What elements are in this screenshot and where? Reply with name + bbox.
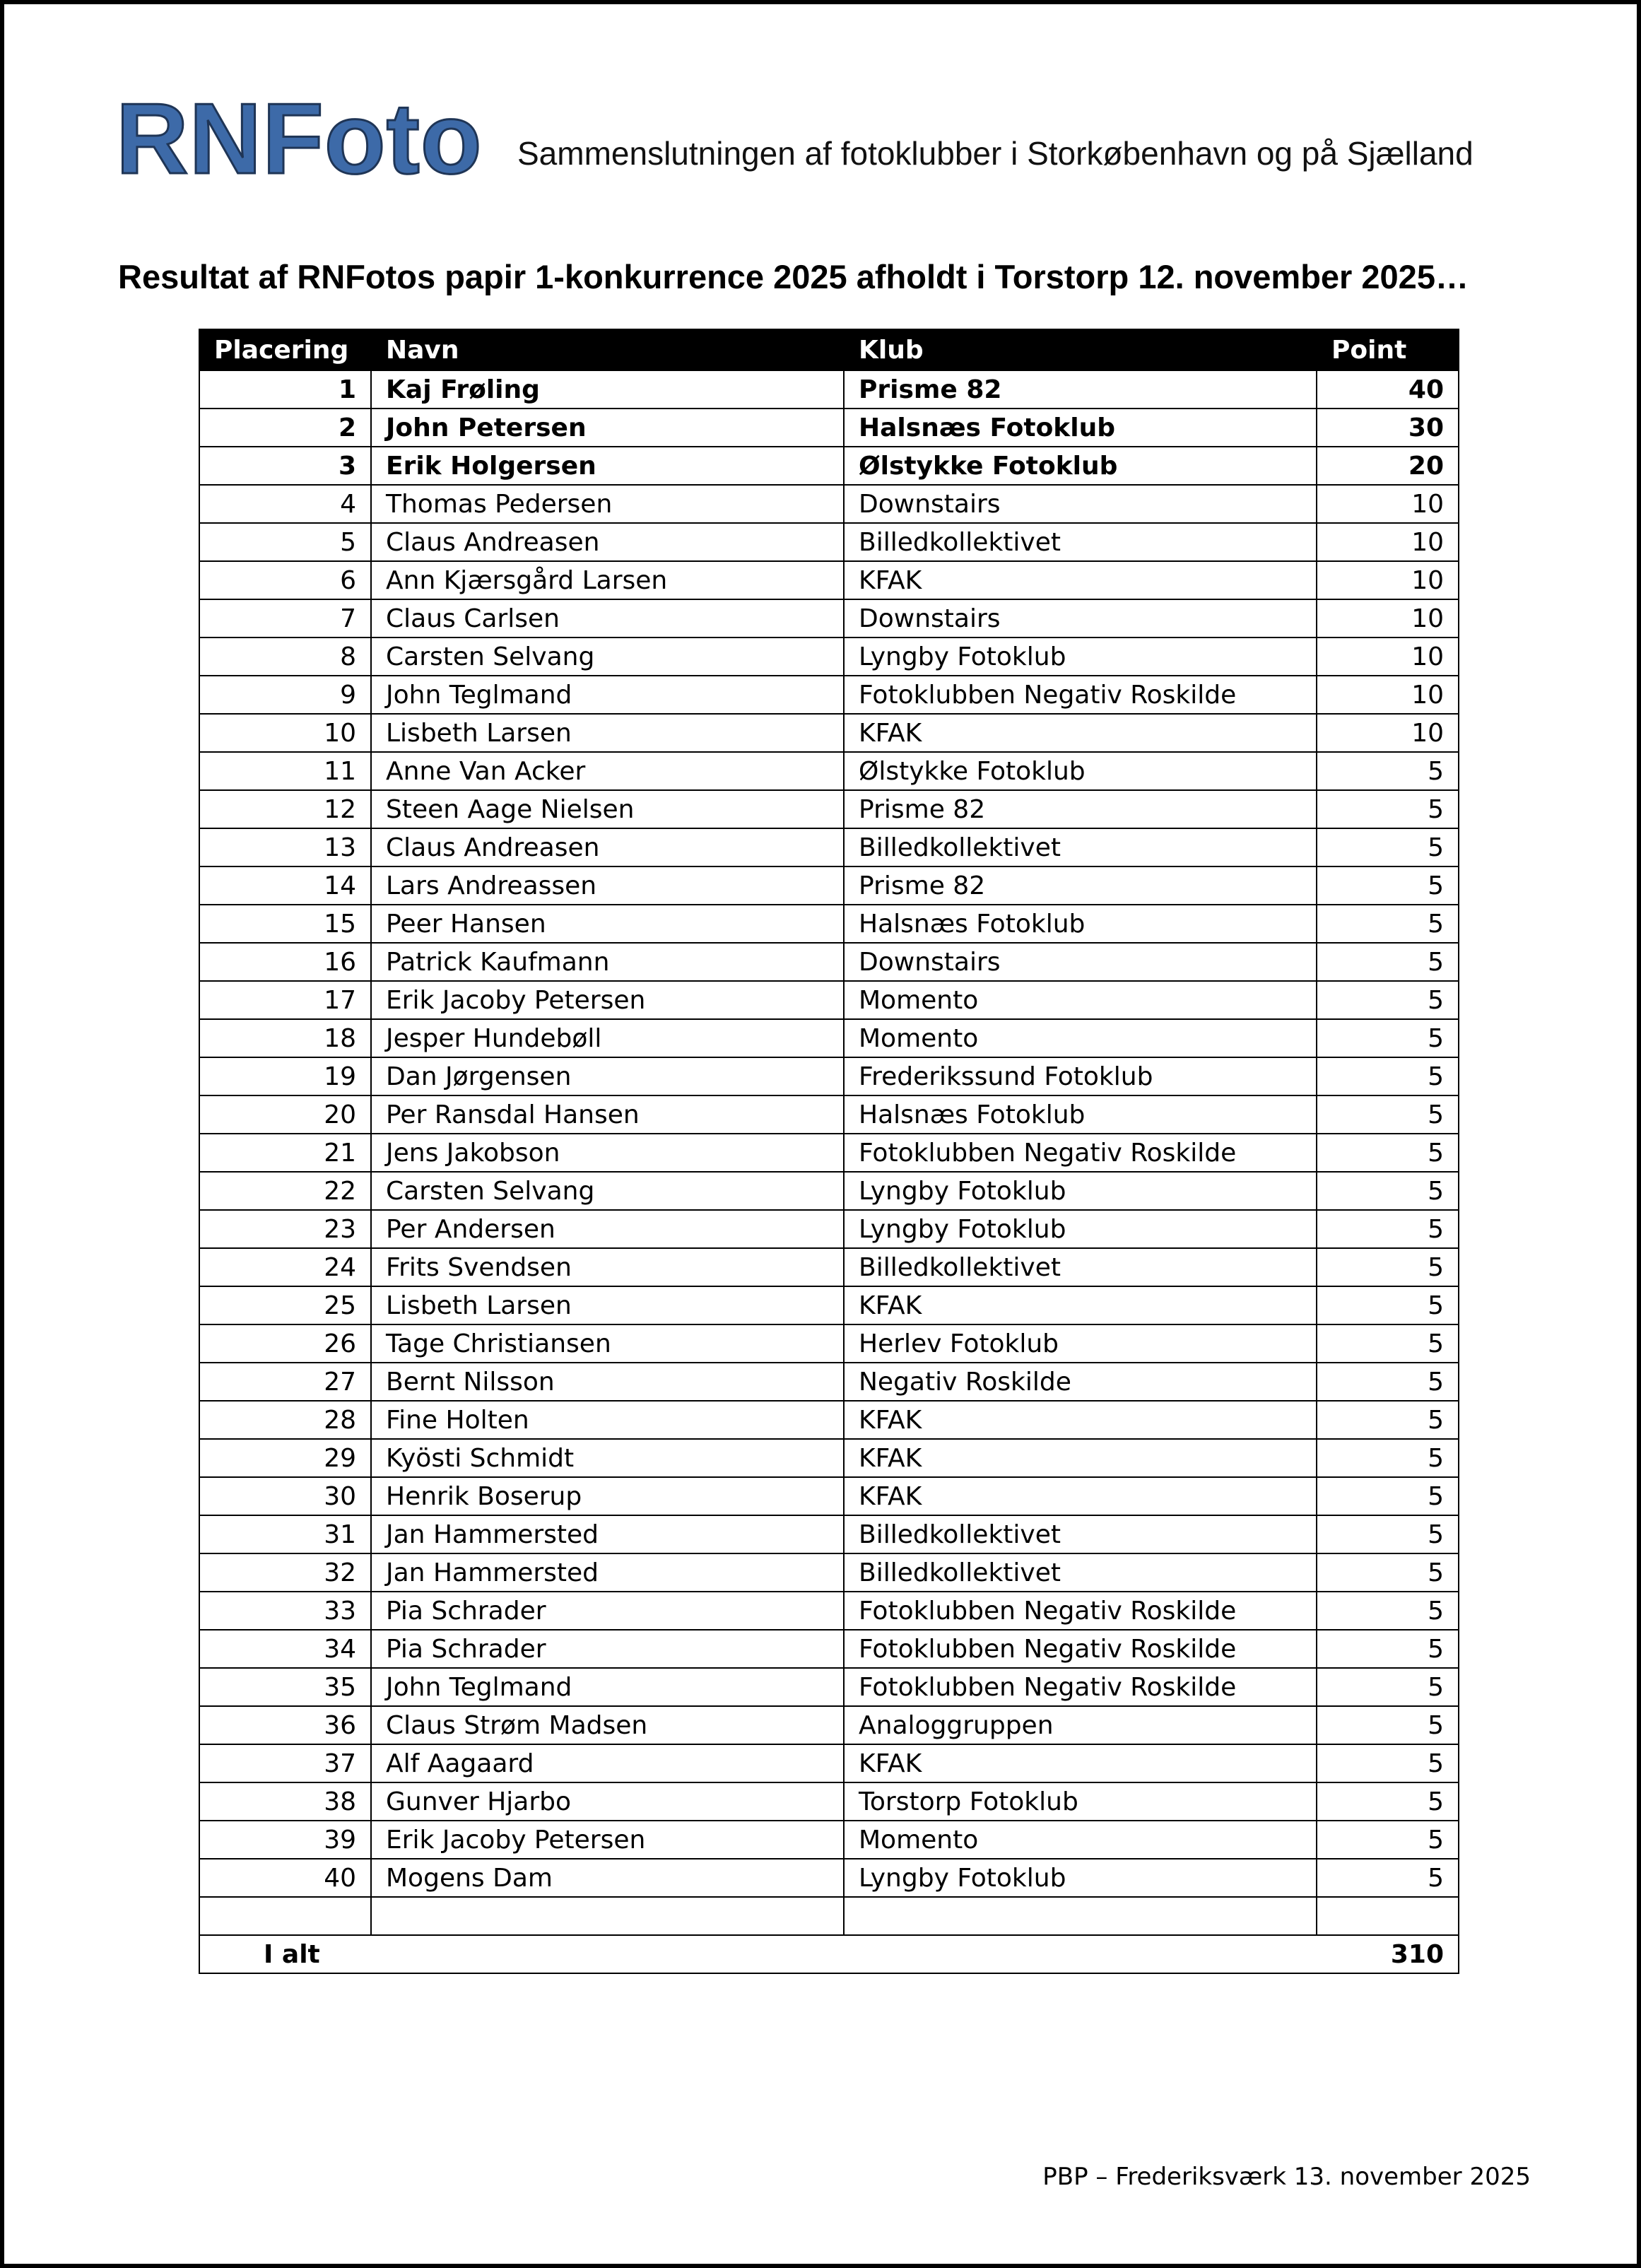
placement-cell: 29	[199, 1439, 371, 1477]
placement-cell: 18	[199, 1019, 371, 1057]
name-cell: Per Ransdal Hansen	[371, 1095, 844, 1134]
placement-cell: 35	[199, 1668, 371, 1706]
table-row	[199, 1630, 1459, 1668]
name-cell: Mogens Dam	[371, 1859, 844, 1897]
points-cell: 10	[1317, 485, 1459, 523]
club-cell: Billedkollektivet	[844, 1515, 1317, 1553]
placement-cell: 34	[199, 1630, 371, 1668]
column-header-placering: Placering	[199, 329, 371, 370]
club-cell: Lyngby Fotoklub	[844, 1210, 1317, 1248]
club-cell: Fotoklubben Negativ Roskilde	[844, 1630, 1317, 1668]
club-cell: Halsnæs Fotoklub	[844, 1095, 1317, 1134]
placement-cell: 28	[199, 1401, 371, 1439]
placement-cell: 15	[199, 905, 371, 943]
placement-cell: 4	[199, 485, 371, 523]
name-cell: Erik Jacoby Petersen	[371, 1821, 844, 1859]
club-cell: Fotoklubben Negativ Roskilde	[844, 1134, 1317, 1172]
table-row	[199, 485, 1459, 523]
name-cell: Kyösti Schmidt	[371, 1439, 844, 1477]
column-header-navn: Navn	[371, 329, 844, 370]
placement-cell: 2	[199, 409, 371, 447]
club-cell: Frederikssund Fotoklub	[844, 1057, 1317, 1095]
club-cell: KFAK	[844, 1286, 1317, 1324]
club-cell: Downstairs	[844, 485, 1317, 523]
points-cell: 5	[1317, 1324, 1459, 1363]
club-cell: KFAK	[844, 561, 1317, 599]
placement-cell: 11	[199, 752, 371, 790]
name-cell: Alf Aagaard	[371, 1744, 844, 1782]
placement-cell: 27	[199, 1363, 371, 1401]
points-cell: 5	[1317, 866, 1459, 905]
name-cell: Pia Schrader	[371, 1592, 844, 1630]
name-cell: Pia Schrader	[371, 1630, 844, 1668]
table-row	[199, 370, 1459, 409]
club-cell: Ølstykke Fotoklub	[844, 447, 1317, 485]
name-cell: Per Andersen	[371, 1210, 844, 1248]
placement-cell: 38	[199, 1782, 371, 1821]
total-row	[199, 1935, 1459, 1973]
points-cell: 5	[1317, 1821, 1459, 1859]
placement-cell: 24	[199, 1248, 371, 1286]
empty-cell	[199, 1897, 371, 1935]
name-cell: Jens Jakobson	[371, 1134, 844, 1172]
placement-cell: 37	[199, 1744, 371, 1782]
club-cell: Prisme 82	[844, 866, 1317, 905]
points-cell: 5	[1317, 1706, 1459, 1744]
name-cell: John Teglmand	[371, 676, 844, 714]
points-cell: 5	[1317, 1248, 1459, 1286]
table-row	[199, 1553, 1459, 1592]
club-cell: Momento	[844, 981, 1317, 1019]
club-cell: Torstorp Fotoklub	[844, 1782, 1317, 1821]
total-points: 310	[1317, 1935, 1459, 1973]
club-cell: Prisme 82	[844, 370, 1317, 409]
name-cell: Tage Christiansen	[371, 1324, 844, 1363]
table-row	[199, 409, 1459, 447]
table-row	[199, 447, 1459, 485]
club-cell: Analoggruppen	[844, 1706, 1317, 1744]
name-cell: Erik Holgersen	[371, 447, 844, 485]
total-label: I alt	[199, 1935, 371, 1973]
placement-cell: 32	[199, 1553, 371, 1592]
club-cell: Billedkollektivet	[844, 523, 1317, 561]
club-cell: Downstairs	[844, 943, 1317, 981]
club-cell: Fotoklubben Negativ Roskilde	[844, 1668, 1317, 1706]
club-cell: KFAK	[844, 1744, 1317, 1782]
name-cell: Gunver Hjarbo	[371, 1782, 844, 1821]
table-row	[199, 1210, 1459, 1248]
table-row	[199, 905, 1459, 943]
name-cell: Claus Andreasen	[371, 523, 844, 561]
points-cell: 5	[1317, 1592, 1459, 1630]
placement-cell: 22	[199, 1172, 371, 1210]
name-cell: Erik Jacoby Petersen	[371, 981, 844, 1019]
placement-cell: 13	[199, 828, 371, 866]
placement-cell: 5	[199, 523, 371, 561]
table-row	[199, 1592, 1459, 1630]
table-row	[199, 1019, 1459, 1057]
footer-signature: PBP – Frederiksværk 13. november 2025	[1042, 2163, 1531, 2191]
table-row	[199, 1859, 1459, 1897]
name-cell: Patrick Kaufmann	[371, 943, 844, 981]
table-row	[199, 1706, 1459, 1744]
name-cell: Dan Jørgensen	[371, 1057, 844, 1095]
table-row	[199, 1401, 1459, 1439]
name-cell: Bernt Nilsson	[371, 1363, 844, 1401]
club-cell: KFAK	[844, 1401, 1317, 1439]
points-cell: 5	[1317, 1401, 1459, 1439]
club-cell: Lyngby Fotoklub	[844, 637, 1317, 676]
table-row	[199, 1248, 1459, 1286]
name-cell: Thomas Pedersen	[371, 485, 844, 523]
column-header-point: Point	[1317, 329, 1459, 370]
table-row	[199, 943, 1459, 981]
name-cell: Steen Aage Nielsen	[371, 790, 844, 828]
points-cell: 5	[1317, 1095, 1459, 1134]
name-cell: Carsten Selvang	[371, 1172, 844, 1210]
points-cell: 10	[1317, 714, 1459, 752]
points-cell: 5	[1317, 1553, 1459, 1592]
table-row	[199, 1668, 1459, 1706]
club-cell: Billedkollektivet	[844, 828, 1317, 866]
results-body	[199, 370, 1459, 1935]
points-cell: 5	[1317, 828, 1459, 866]
name-cell: Fine Holten	[371, 1401, 844, 1439]
placement-cell: 25	[199, 1286, 371, 1324]
points-cell: 5	[1317, 1477, 1459, 1515]
total-spacer	[371, 1935, 844, 1973]
placement-cell: 20	[199, 1095, 371, 1134]
points-cell: 5	[1317, 1286, 1459, 1324]
club-cell: Prisme 82	[844, 790, 1317, 828]
club-cell: Downstairs	[844, 599, 1317, 637]
points-cell: 5	[1317, 1515, 1459, 1553]
placement-cell: 31	[199, 1515, 371, 1553]
empty-cell	[1317, 1897, 1459, 1935]
table-row	[199, 714, 1459, 752]
name-cell: Lisbeth Larsen	[371, 1286, 844, 1324]
table-row	[199, 1134, 1459, 1172]
points-cell: 5	[1317, 1744, 1459, 1782]
club-cell: Momento	[844, 1821, 1317, 1859]
club-cell: Herlev Fotoklub	[844, 1324, 1317, 1363]
points-cell: 5	[1317, 752, 1459, 790]
placement-cell: 9	[199, 676, 371, 714]
points-cell: 5	[1317, 1134, 1459, 1172]
placement-cell: 36	[199, 1706, 371, 1744]
table-row	[199, 752, 1459, 790]
name-cell: Jan Hammersted	[371, 1553, 844, 1592]
name-cell: John Petersen	[371, 409, 844, 447]
table-row	[199, 561, 1459, 599]
points-cell: 5	[1317, 1019, 1459, 1057]
name-cell: Frits Svendsen	[371, 1248, 844, 1286]
club-cell: KFAK	[844, 714, 1317, 752]
total-spacer	[844, 1935, 1317, 1973]
table-row	[199, 828, 1459, 866]
placement-cell: 40	[199, 1859, 371, 1897]
placement-cell: 16	[199, 943, 371, 981]
club-cell: Halsnæs Fotoklub	[844, 905, 1317, 943]
name-cell: Lisbeth Larsen	[371, 714, 844, 752]
club-cell: KFAK	[844, 1477, 1317, 1515]
table-row	[199, 1286, 1459, 1324]
table-row	[199, 1515, 1459, 1553]
empty-row	[199, 1897, 1459, 1935]
points-cell: 10	[1317, 676, 1459, 714]
points-cell: 5	[1317, 1172, 1459, 1210]
placement-cell: 33	[199, 1592, 371, 1630]
table-row	[199, 637, 1459, 676]
table-row	[199, 1095, 1459, 1134]
points-cell: 40	[1317, 370, 1459, 409]
table-row	[199, 1744, 1459, 1782]
name-cell: Jesper Hundebøll	[371, 1019, 844, 1057]
club-cell: Momento	[844, 1019, 1317, 1057]
club-cell: Ølstykke Fotoklub	[844, 752, 1317, 790]
table-row	[199, 1821, 1459, 1859]
club-cell: Fotoklubben Negativ Roskilde	[844, 1592, 1317, 1630]
points-cell: 5	[1317, 981, 1459, 1019]
points-cell: 5	[1317, 1859, 1459, 1897]
placement-cell: 1	[199, 370, 371, 409]
points-cell: 5	[1317, 1057, 1459, 1095]
points-cell: 10	[1317, 637, 1459, 676]
table-row	[199, 790, 1459, 828]
table-row	[199, 1057, 1459, 1095]
points-cell: 5	[1317, 1668, 1459, 1706]
points-cell: 10	[1317, 561, 1459, 599]
name-cell: Kaj Frøling	[371, 370, 844, 409]
table-row	[199, 1782, 1459, 1821]
empty-cell	[371, 1897, 844, 1935]
club-cell: Negativ Roskilde	[844, 1363, 1317, 1401]
placement-cell: 10	[199, 714, 371, 752]
club-cell: Billedkollektivet	[844, 1553, 1317, 1592]
club-cell: KFAK	[844, 1439, 1317, 1477]
name-cell: Anne Van Acker	[371, 752, 844, 790]
table-row	[199, 676, 1459, 714]
club-cell: Billedkollektivet	[844, 1248, 1317, 1286]
name-cell: Lars Andreassen	[371, 866, 844, 905]
points-cell: 30	[1317, 409, 1459, 447]
points-cell: 20	[1317, 447, 1459, 485]
points-cell: 5	[1317, 790, 1459, 828]
table-row	[199, 599, 1459, 637]
name-cell: Henrik Boserup	[371, 1477, 844, 1515]
name-cell: Claus Andreasen	[371, 828, 844, 866]
placement-cell: 17	[199, 981, 371, 1019]
name-cell: Ann Kjærsgård Larsen	[371, 561, 844, 599]
placement-cell: 26	[199, 1324, 371, 1363]
name-cell: Claus Carlsen	[371, 599, 844, 637]
points-cell: 5	[1317, 1363, 1459, 1401]
table-row	[199, 1324, 1459, 1363]
placement-cell: 8	[199, 637, 371, 676]
placement-cell: 19	[199, 1057, 371, 1095]
club-cell: Fotoklubben Negativ Roskilde	[844, 676, 1317, 714]
club-cell: Lyngby Fotoklub	[844, 1859, 1317, 1897]
points-cell: 5	[1317, 905, 1459, 943]
name-cell: Jan Hammersted	[371, 1515, 844, 1553]
table-row	[199, 1172, 1459, 1210]
points-cell: 5	[1317, 1630, 1459, 1668]
table-row	[199, 523, 1459, 561]
table-row	[199, 1439, 1459, 1477]
placement-cell: 14	[199, 866, 371, 905]
club-cell: Lyngby Fotoklub	[844, 1172, 1317, 1210]
placement-cell: 30	[199, 1477, 371, 1515]
points-cell: 10	[1317, 523, 1459, 561]
rnfoto-logo: RNFoto	[116, 83, 483, 195]
table-row	[199, 1363, 1459, 1401]
placement-cell: 21	[199, 1134, 371, 1172]
name-cell: John Teglmand	[371, 1668, 844, 1706]
points-cell: 5	[1317, 1210, 1459, 1248]
placement-cell: 6	[199, 561, 371, 599]
placement-cell: 39	[199, 1821, 371, 1859]
name-cell: Carsten Selvang	[371, 637, 844, 676]
placement-cell: 7	[199, 599, 371, 637]
points-cell: 5	[1317, 1782, 1459, 1821]
points-cell: 5	[1317, 1439, 1459, 1477]
empty-cell	[844, 1897, 1317, 1935]
points-cell: 5	[1317, 943, 1459, 981]
page-title: Resultat af RNFotos papir 1-konkurrence 2025 afholdt i Torstorp 12. november 2025…	[118, 258, 1469, 295]
placement-cell: 23	[199, 1210, 371, 1248]
club-cell: Halsnæs Fotoklub	[844, 409, 1317, 447]
placement-cell: 12	[199, 790, 371, 828]
table-row	[199, 1477, 1459, 1515]
table-header-row	[199, 329, 1459, 370]
placement-cell: 3	[199, 447, 371, 485]
points-cell: 10	[1317, 599, 1459, 637]
name-cell: Claus Strøm Madsen	[371, 1706, 844, 1744]
name-cell: Peer Hansen	[371, 905, 844, 943]
results-table	[199, 329, 1459, 1974]
table-row	[199, 981, 1459, 1019]
column-header-klub: Klub	[844, 329, 1317, 370]
tagline: Sammenslutningen af fotoklubber i Storkøbenhavn og på Sjælland	[517, 135, 1474, 172]
table-row	[199, 866, 1459, 905]
